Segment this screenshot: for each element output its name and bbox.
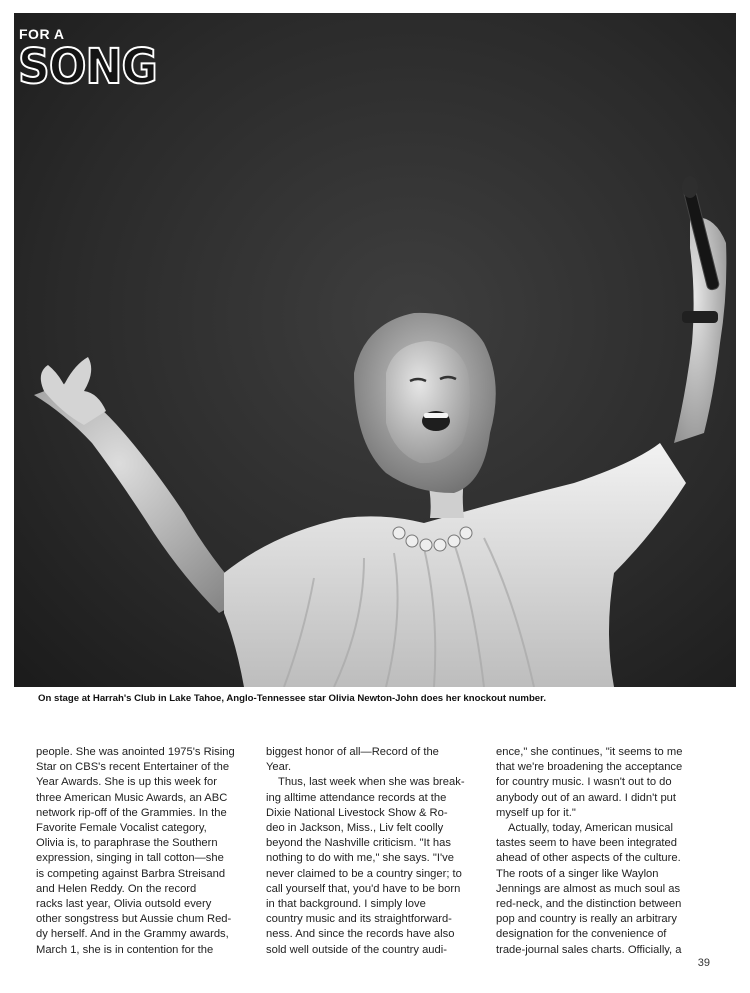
text-line: Dixie National Livestock Show & Ro- — [266, 806, 448, 819]
text-line: Olivia is, to paraphrase the Southern — [36, 837, 218, 850]
text-line: Actually, today, American musical — [508, 822, 673, 835]
text-line: sold well outside of the country audi- — [266, 943, 447, 956]
text-line: biggest honor of all—Record of the — [266, 746, 439, 758]
text-line: Year. — [266, 761, 292, 774]
stage-photo-illustration — [14, 13, 736, 687]
text-line: pop and country is really an arbitrary — [496, 913, 677, 926]
stage-photo — [14, 13, 736, 687]
article-body — [36, 745, 736, 956]
text-line: racks last year, Olivia outsold every — [36, 898, 212, 911]
text-line: Thus, last week when she was break- — [278, 776, 465, 789]
text-line: Year Awards. She is up this week for — [36, 776, 217, 789]
text-line: anybody out of an award. I didn't put — [496, 791, 677, 804]
text-line: deo in Jackson, Miss., Liv felt coolly — [266, 822, 444, 835]
text-line: in that background. I simply love — [266, 898, 426, 911]
text-line: expression, singing in tall cotton—she — [36, 852, 224, 865]
text-line: people. She was anointed 1975's Rising — [36, 746, 235, 758]
text-line: call yourself that, you'd have to be born — [266, 882, 461, 895]
text-line: and Helen Reddy. On the record — [36, 882, 197, 895]
text-line: myself up for it." — [496, 806, 576, 819]
photo-caption: On stage at Harrah's Club in Lake Tahoe, Anglo-Tennessee star Olivia Newton-John does her knockout number. — [38, 693, 547, 704]
text-line: red-neck, and the distinction between — [496, 898, 682, 911]
text-line: Jennings are almost as much soul as — [496, 882, 681, 895]
text-line: beyond the Nashville criticism. "It has — [266, 837, 451, 850]
text-line: ing alltime attendance records at the — [266, 791, 447, 804]
text-line: March 1, she is in contention for the — [36, 943, 214, 956]
text-line: country music and its straightforward- — [266, 913, 452, 926]
text-line: tastes seem to have been integrated — [496, 837, 677, 850]
text-line: dy herself. And in the Grammy awards, — [36, 928, 229, 941]
article-column-1 — [36, 745, 254, 958]
article-column-3 — [496, 745, 714, 958]
text-line: ahead of other aspects of the culture. — [496, 852, 681, 865]
text-line: Favorite Female Vocalist category, — [36, 822, 207, 835]
text-line: trade-journal sales charts. Officially, a — [496, 943, 682, 956]
text-line: designation for the convenience of — [496, 928, 667, 941]
section-headline: SONG — [18, 39, 157, 95]
page-number: 39 — [697, 957, 710, 969]
text-line: Star on CBS's recent Entertainer of the — [36, 761, 230, 774]
text-line: ness. And since the records have also — [266, 928, 455, 941]
text-line: three American Music Awards, an ABC — [36, 791, 228, 804]
text-line: for country music. I wasn't out to do — [496, 776, 672, 789]
text-line: that we're broadening the acceptance — [496, 761, 683, 774]
text-line: The roots of a singer like Waylon — [496, 867, 659, 880]
text-line: other songstress but Aussie chum Red- — [36, 913, 232, 926]
article-column-2 — [266, 745, 484, 958]
text-line: network rip-off of the Grammies. In the — [36, 806, 227, 819]
text-line: ence," she continues, "it seems to me — [496, 746, 683, 758]
section-kicker: FOR A — [19, 26, 65, 42]
text-line: nothing to do with me," she says. "I've — [266, 852, 454, 865]
text-line: never claimed to be a country singer; to — [266, 867, 462, 880]
text-line: is competing against Barbra Streisand — [36, 867, 226, 880]
